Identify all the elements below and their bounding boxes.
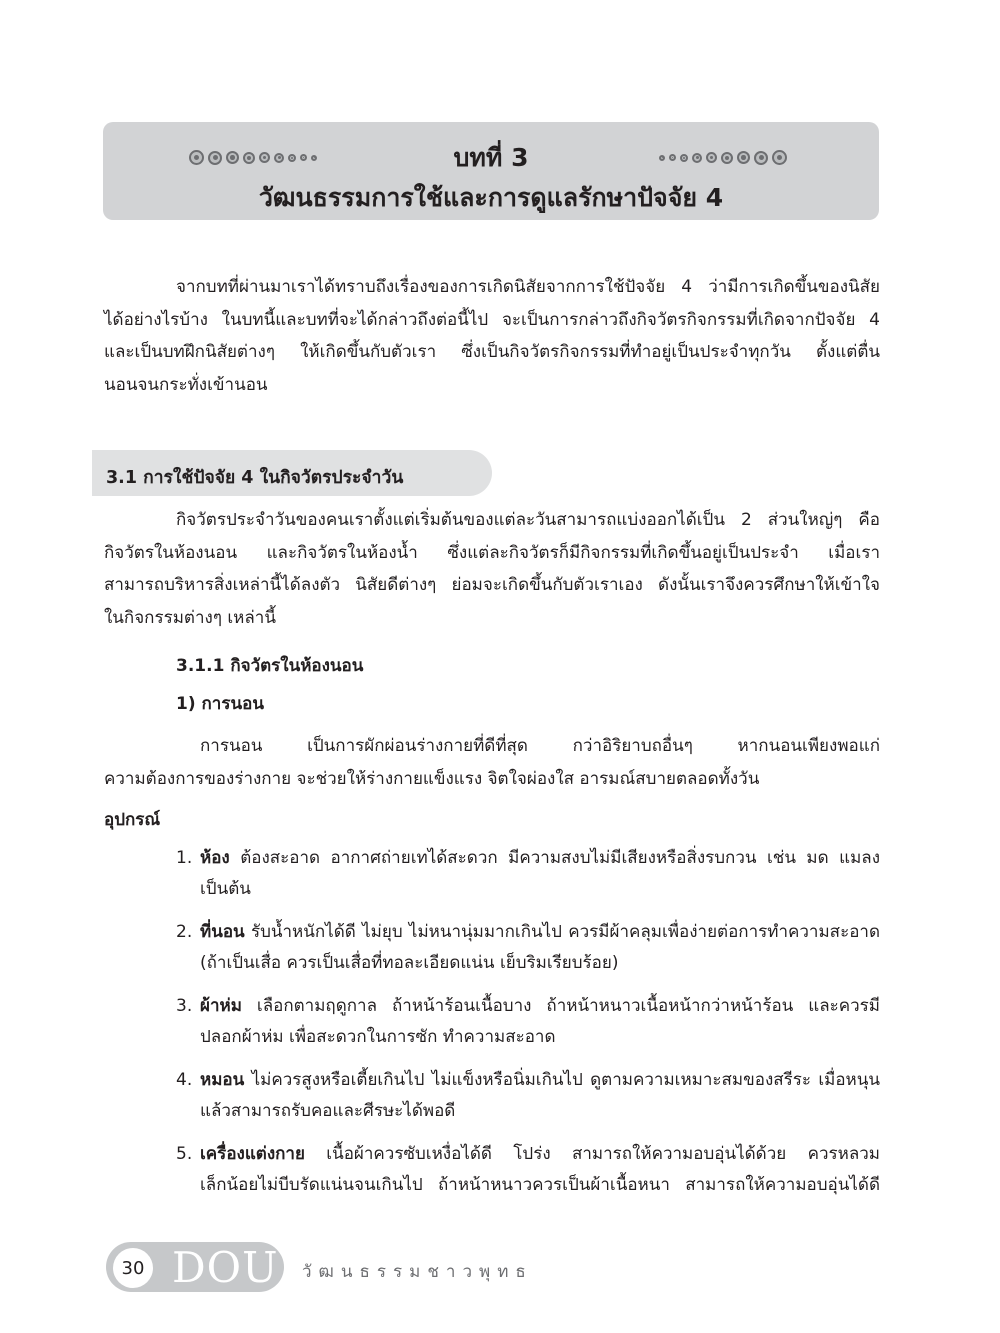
section-line: กิจวัตรในห้องนอน และกิจวัตรในห้องน้ำ ซึ่งแต่ละกิจวัตรก็มีกิจกรรมที่เกิดขึ้นอยู่เป็นประจำ เมื่อเรา — [104, 542, 880, 563]
chapter-title: วัฒนธรรมการใช้และการดูแลรักษาปัจจัย 4 — [258, 183, 724, 212]
dou-logo: DOU — [172, 1243, 279, 1292]
list-text: เนื้อผ้าควรซับเหงื่อได้ดี โปร่ง สามารถให้ความอบอุ่นได้ด้วย ควรหลวม — [326, 1144, 880, 1164]
section-line: ในกิจกรรมต่างๆ เหล่านี้ — [104, 607, 276, 628]
book-title: วัฒนธรรมชาวพุทธ — [302, 1262, 533, 1282]
section-line: กิจวัตรประจำวันของคนเราตั้งแต่เริ่มต้นของแต่ละวันสามารถแบ่งออกได้เป็น 2 ส่วนใหญ่ๆ คือ — [176, 510, 880, 530]
list-text: เลือกตามฤดูกาล ถ้าหน้าร้อนเนื้อบาง ถ้าหน้าหนาวเนื้อหน้ากว่าหน้าร้อน และควรมี — [256, 996, 881, 1016]
list-text: เป็นต้น — [200, 879, 251, 899]
chapter-number: บทที่ 3 — [453, 143, 529, 172]
list-text: (ถ้าเป็นเสื่อ ควรเป็นเสื่อที่ทอละเอียดแน่น เย็บริมเรียบร้อย) — [200, 953, 619, 973]
list-number: 3. — [176, 996, 193, 1016]
list-text: เล็กน้อยไม่บีบรัดแน่นจนเกินไป ถ้าหน้าหนาวควรเป็นผ้าเนื้อหนา สามารถให้ความอบอุ่นได้ดี — [200, 1175, 880, 1195]
list-text: แล้วสามารถรับคอและศีรษะได้พอดี — [200, 1101, 456, 1121]
intro-line: และเป็นบทฝึกนิสัยต่างๆ ให้เกิดขึ้นกับตัวเรา ซึ่งเป็นกิจวัตรกิจกรรมที่ทำอยู่เป็นประจำทุกวัน ตั้งแต่ตื่น — [104, 342, 880, 362]
list-text: ไม่ควรสูงหรือเตี้ยเกินไป ไม่แข็งหรือนิ่มเกินไป ดูตามความเหมาะสมของสรีระ เมื่อหนุน — [251, 1070, 881, 1090]
chapter-header — [103, 122, 879, 220]
item-heading: 1) การนอน — [176, 694, 264, 714]
page-number: 30 — [113, 1248, 153, 1288]
sleep-line: การนอน เป็นการผักผ่อนร่างกายที่ดีที่สุด กว่าอิริยาบถอื่นๆ หากนอนเพียงพอแก่ — [200, 736, 880, 756]
decorative-dots-right — [659, 150, 787, 165]
intro-line: นอนจนกระทั่งเข้านอน — [104, 374, 268, 395]
sleep-line: ความต้องการของร่างกาย จะช่วยให้ร่างกายแข็งแรง จิตใจผ่องใส อารมณ์สบายตลอดทั้งวัน — [104, 768, 760, 789]
sleep-paragraph — [104, 730, 880, 795]
list-number: 4. — [176, 1070, 193, 1090]
list-text: รับน้ำหนักได้ดี ไม่ยุบ ไม่หนานุ่มมากเกินไป ควรมีผ้าคลุมเพื่อง่ายต่อการทำความสะอาด — [250, 922, 880, 942]
list-term: ห้อง — [200, 848, 230, 868]
list-text: ต้องสะอาด อากาศถ่ายเทได้สะดวก มีความสงบไม่มีเสียงหรือสิ่งรบกวน เช่น มด แมลง — [240, 848, 880, 868]
section-paragraph — [104, 504, 880, 634]
list-number: 5. — [176, 1144, 193, 1164]
list-text: ปลอกผ้าห่ม เพื่อสะดวกในการซัก ทำความสะอาด — [200, 1027, 556, 1047]
section-heading: 3.1 การใช้ปัจจัย 4 ในกิจวัตรประจำวัน — [106, 468, 404, 488]
subsection-heading: 3.1.1 กิจวัตรในห้องนอน — [176, 656, 364, 676]
equipment-heading: อุปกรณ์ — [104, 810, 161, 830]
list-term: หมอน — [200, 1070, 245, 1090]
list-number: 1. — [176, 848, 193, 868]
intro-line: จากบทที่ผ่านมาเราได้ทราบถึงเรื่องของการเกิดนิสัยจากการใช้ปัจจัย 4 ว่ามีการเกิดขึ้นของนิสัย — [176, 277, 880, 297]
list-term: ผ้าห่ม — [200, 996, 242, 1016]
intro-line: ได้อย่างไรบ้าง ในบทนี้และบทที่จะได้กล่าวถึงต่อนี้ไป จะเป็นการกล่าวถึงกิจวัตรกิจกรรมที่เกิดจากปัจจัย 4 — [104, 309, 880, 330]
list-number: 2. — [176, 922, 193, 942]
list-term: ที่นอน — [200, 922, 245, 942]
section-line: สามารถบริหารสิ่งเหล่านี้ได้ลงตัว นิสัยดีต่างๆ ย่อมจะเกิดขึ้นกับตัวเราเอง ดังนั้นเราจึงควรศึกษาให้เข้าใจ — [104, 575, 880, 595]
intro-paragraph — [104, 271, 880, 401]
list-term: เครื่องแต่งกาย — [200, 1144, 305, 1164]
